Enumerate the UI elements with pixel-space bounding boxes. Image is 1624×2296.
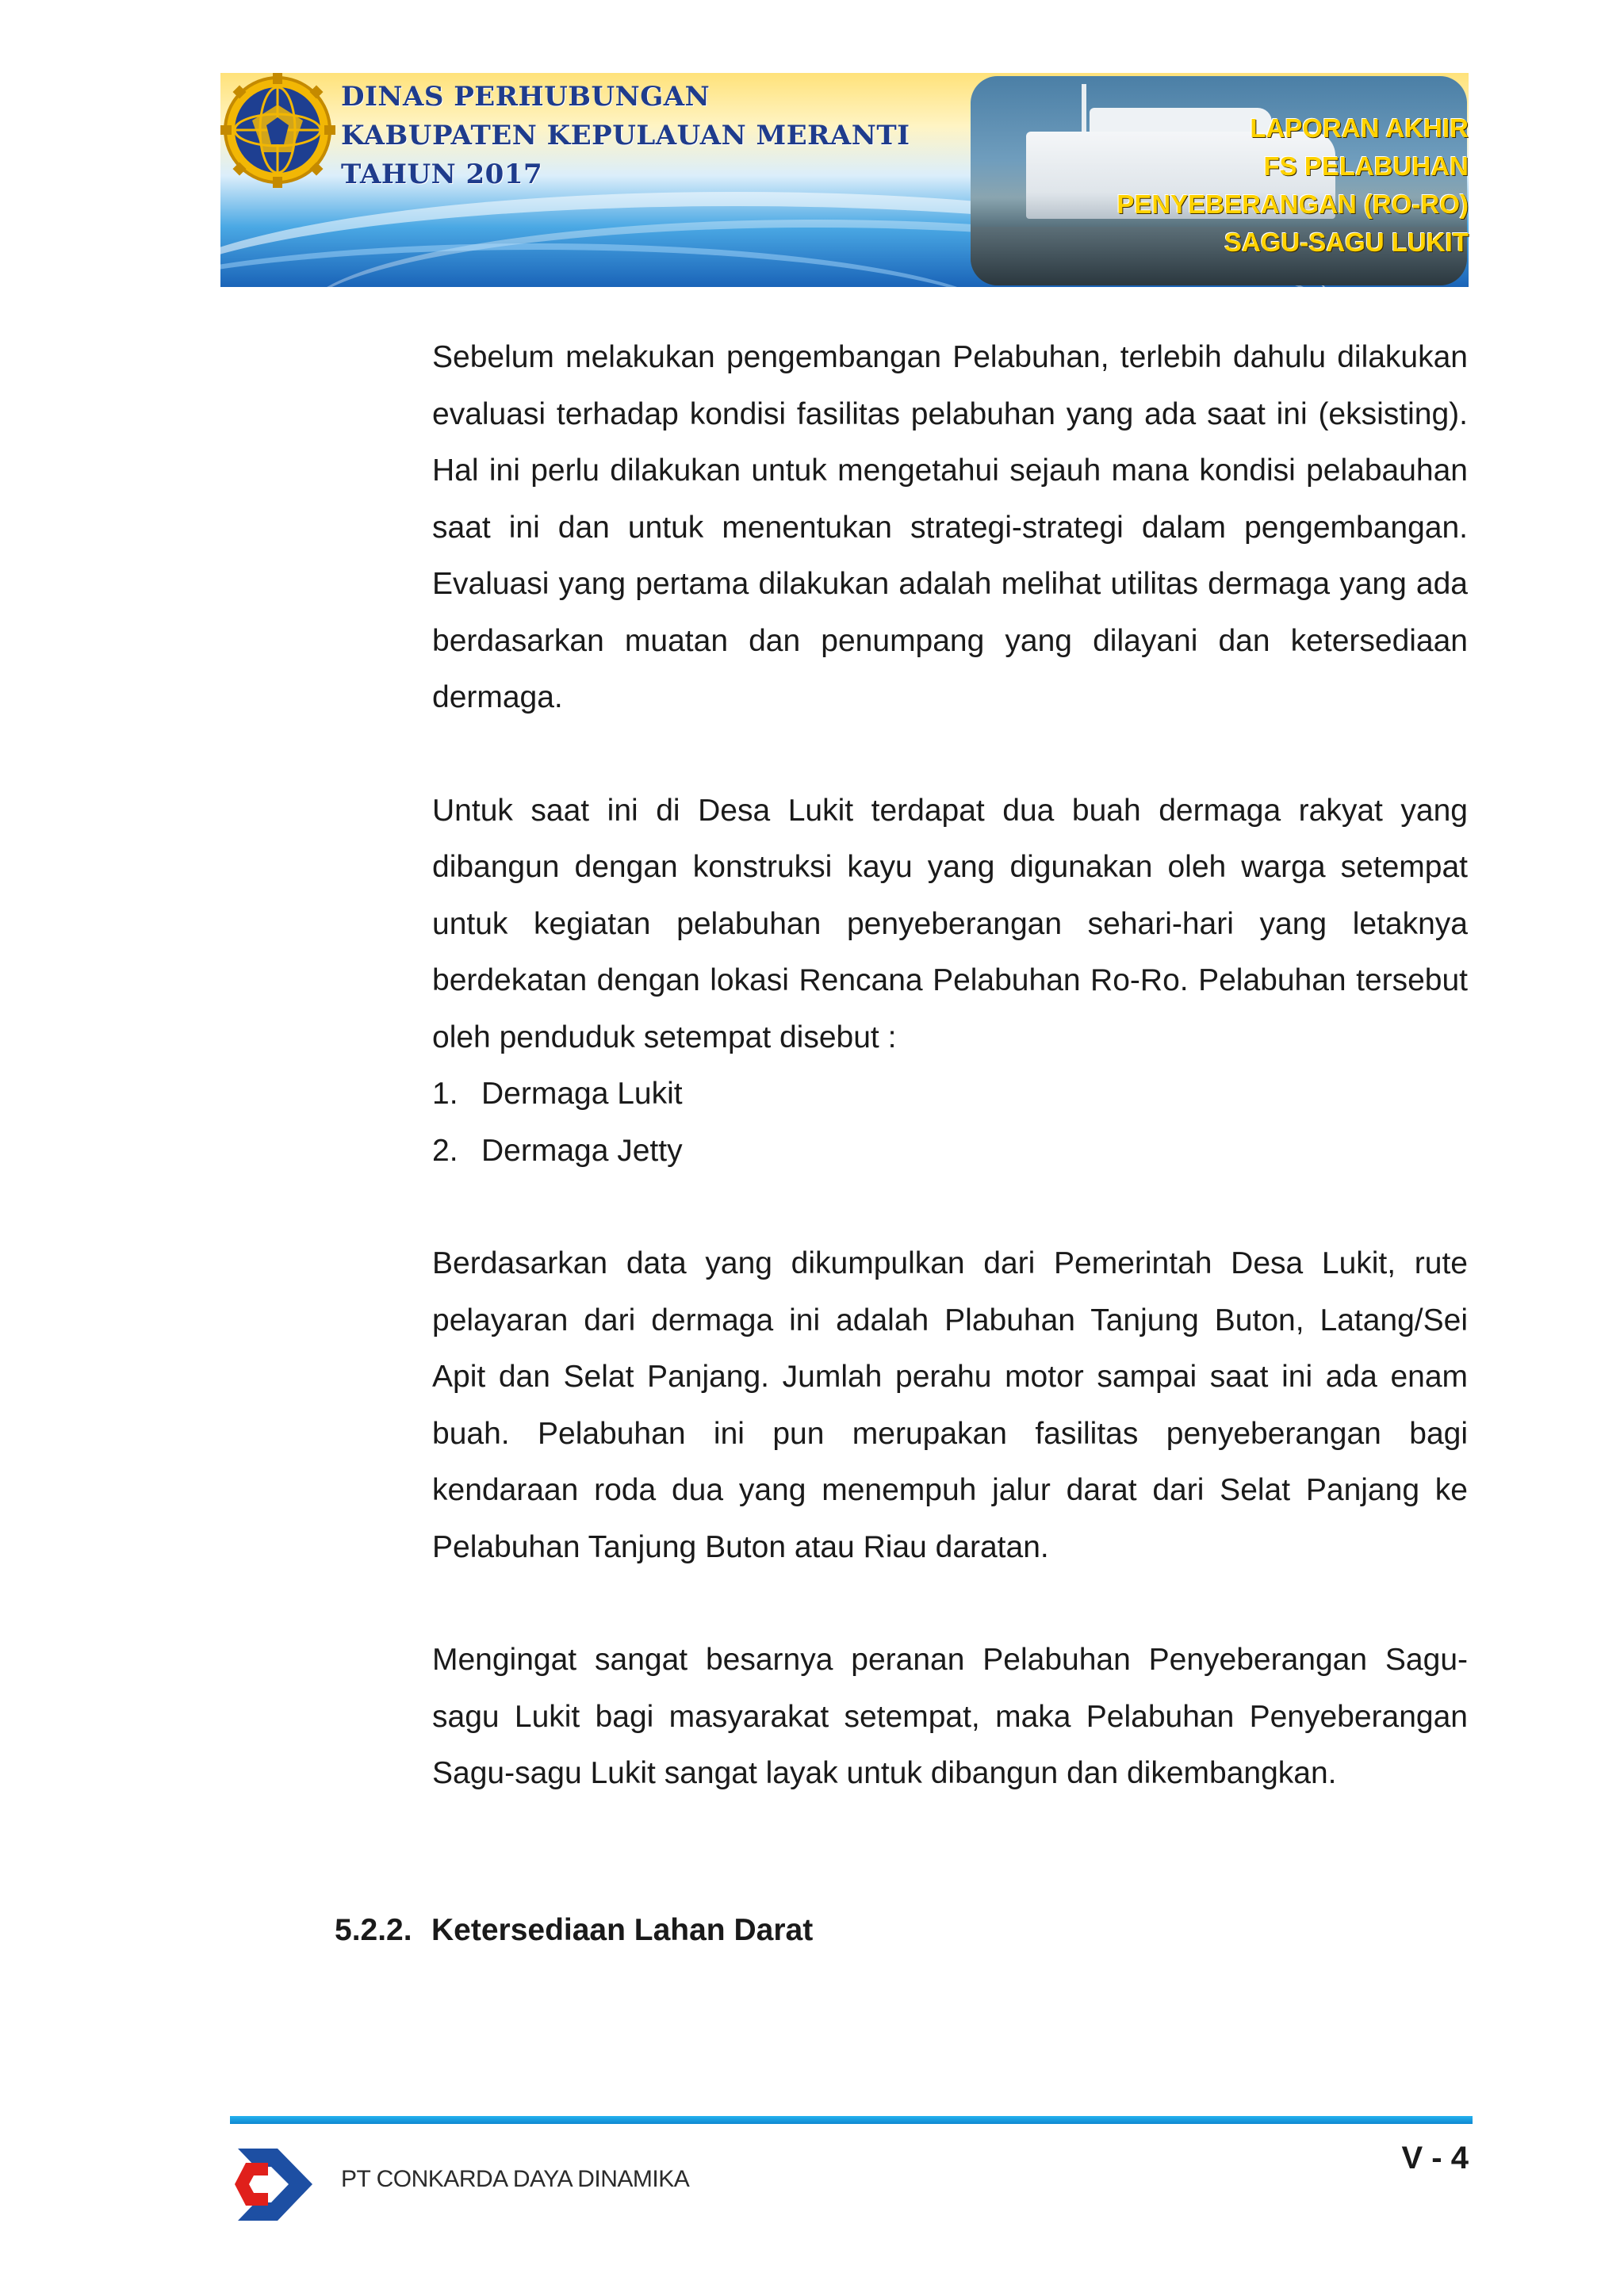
list-number: 2.: [432, 1133, 458, 1168]
footer-rule: [230, 2116, 1473, 2124]
page-number: V - 4: [1401, 2141, 1469, 2175]
company-name: PT CONKARDA DAYA DINAMIKA: [341, 2166, 690, 2192]
company-logo-icon: [230, 2139, 321, 2230]
section-title: Ketersediaan Lahan Darat: [431, 1913, 814, 1947]
section-heading: [335, 1911, 813, 1950]
agency-line-1: DINAS PERHUBUNGAN: [341, 81, 710, 113]
paragraph-1: Sebelum melakukan pengembangan Pelabuhan, terlebih dahulu dilakukan evaluasi terhadap kondisi fasilitas pelabuhan yang ada saat ini (eksisting). Hal ini perlu dilakukan untuk mengetahui sejauh mana kondisi pelabauhan saat ini dan untuk menentukan strategi-strategi dalam pengembangan. Evaluasi yang pertama dilakukan adalah melihat utilitas dermaga yang ada berdasarkan muatan dan penumpang yang dilayani dan ketersediaan dermaga.: [432, 340, 1468, 714]
list-number: 1.: [432, 1077, 458, 1111]
agency-line-3: TAHUN 2017: [341, 159, 543, 190]
agency-title: [341, 78, 910, 194]
agency-line-2: KABUPATEN KEPULAUAN MERANTI: [341, 120, 910, 151]
section-number: 5.2.2.: [335, 1913, 412, 1947]
paragraph-4: Mengingat sangat besarnya peranan Pelabuhan Penyeberangan Sagu-sagu Lukit bagi masyarakat setempat, maka Pelabuhan Penyeberangan Sagu-sagu Lukit sangat layak untuk dibangun dan dikembangkan.: [432, 1643, 1468, 1790]
paragraph-2: Untuk saat ini di Desa Lukit terdapat dua buah dermaga rakyat yang dibangun dengan konstruksi kayu yang digunakan oleh warga setempat untuk kegiatan pelabuhan penyeberangan sehari-hari yang letaknya berdekatan dengan lokasi Rencana Pelabuhan Ro-Ro. Pelabuhan tersebut oleh penduduk setempat disebut :: [432, 793, 1468, 1054]
document-body: [432, 329, 1468, 1802]
report-line-2: FS PELABUHAN: [1263, 151, 1469, 181]
list-item: [432, 1066, 1468, 1123]
paragraph-3: Berdasarkan data yang dikumpulkan dari Pemerintah Desa Lukit, rute pelayaran dari dermaga ini adalah Plabuhan Tanjung Buton, Latang/Sei Apit dan Selat Panjang. Jumlah perahu motor sampai saat ini ada enam buah. Pelabuhan ini pun merupakan fasilitas penyeberangan bagi kendaraan roda dua yang menempuh jalur darat dari Selat Panjang ke Pelabuhan Tanjung Buton atau Riau daratan.: [432, 1246, 1468, 1564]
globe-gear-logo-icon: [220, 73, 335, 188]
list-item: [432, 1123, 1468, 1180]
list-text: Dermaga Jetty: [481, 1133, 683, 1168]
dock-list: [432, 1066, 1468, 1179]
report-line-1: LAPORAN AKHIR: [1250, 113, 1469, 143]
list-text: Dermaga Lukit: [481, 1077, 683, 1111]
report-line-4: SAGU-SAGU LUKIT: [1224, 228, 1469, 257]
report-line-3: PENYEBERANGAN (RO-RO): [1116, 189, 1469, 219]
report-title: [1116, 109, 1469, 262]
